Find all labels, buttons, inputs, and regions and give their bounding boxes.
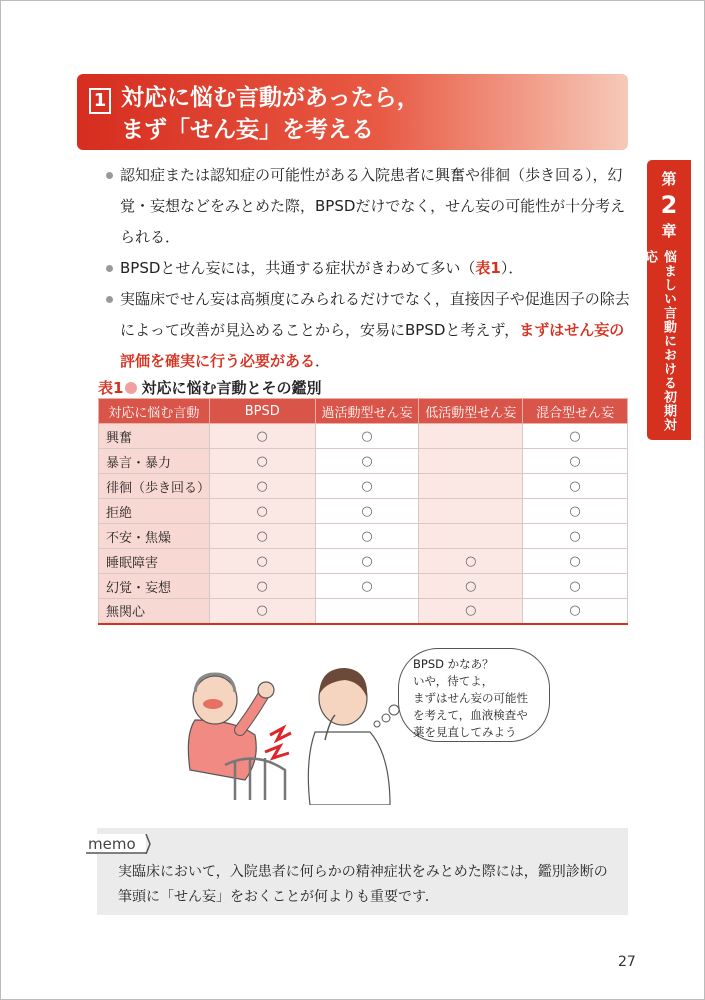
bullet-text: 実臨床でせん妄は高頻度にみられるだけでなく，直接因子や促進因子の除去によって改善が見込めることから，安易にBPSDと考えず， bbox=[120, 290, 630, 339]
table-cell: ○ bbox=[315, 424, 419, 449]
anger-mark-icon-2 bbox=[265, 746, 289, 758]
thought-line: 薬を見直してみよう bbox=[413, 725, 517, 739]
memo-label-edge bbox=[146, 834, 150, 854]
table-row bbox=[99, 449, 628, 474]
bullet-item-1 bbox=[120, 160, 632, 253]
bullet-text-end: ）． bbox=[500, 259, 524, 277]
bullet-item-2 bbox=[120, 253, 632, 284]
chapter-number bbox=[647, 168, 691, 242]
bed-rail bbox=[225, 758, 285, 800]
table-cell: ○ bbox=[315, 549, 419, 574]
table-cell: ○ bbox=[523, 574, 628, 599]
table-cell: ○ bbox=[209, 549, 315, 574]
table-cell: ○ bbox=[523, 549, 628, 574]
row-label: 睡眠障害 bbox=[99, 549, 210, 574]
chapter-tab bbox=[642, 160, 691, 440]
table-header-cell: 対応に悩む言動 bbox=[99, 399, 210, 424]
table-cell bbox=[419, 524, 523, 549]
table-cell: ○ bbox=[315, 499, 419, 524]
bullet-dot-icon bbox=[106, 172, 113, 179]
patient-fist bbox=[258, 682, 274, 698]
table-cell: ○ bbox=[209, 499, 315, 524]
bullet-item-3 bbox=[120, 284, 632, 377]
row-label: 興奮 bbox=[99, 424, 210, 449]
table-header-cell: 混合型せん妄 bbox=[523, 399, 628, 424]
table-row bbox=[99, 524, 628, 549]
thought-dot-icon bbox=[374, 721, 380, 727]
table-cell: ○ bbox=[419, 549, 523, 574]
chapter-number-value: 2 bbox=[660, 191, 678, 219]
table-header-cell: 低活動型せん妄 bbox=[419, 399, 523, 424]
section-title-line2: まず「せん妄」を考える bbox=[121, 117, 374, 143]
memo-text-line2: 筆頭に「せん妄」をおくことが何よりも重要です． bbox=[118, 889, 439, 905]
table-cell: ○ bbox=[315, 474, 419, 499]
table-title: 対応に悩む言動とその鑑別 bbox=[141, 379, 322, 397]
table-cell: ○ bbox=[209, 524, 315, 549]
memo-text-line1: 実臨床において，入院患者に何らかの精神症状をみとめた際には，鑑別診断の bbox=[118, 864, 608, 880]
table-cell: ○ bbox=[523, 474, 628, 499]
row-label: 拒絶 bbox=[99, 499, 210, 524]
table-row bbox=[99, 499, 628, 524]
section-title bbox=[121, 82, 621, 146]
doctor-coat bbox=[308, 732, 390, 805]
table-row bbox=[99, 599, 628, 624]
table-cell: ○ bbox=[523, 449, 628, 474]
table-row bbox=[99, 549, 628, 574]
table-cell: ○ bbox=[523, 499, 628, 524]
thought-bubble bbox=[398, 648, 550, 742]
table-cell bbox=[419, 499, 523, 524]
section-number: 1 bbox=[89, 88, 111, 114]
table-row bbox=[99, 474, 628, 499]
table-cell: ○ bbox=[209, 449, 315, 474]
bullet-list bbox=[120, 160, 632, 377]
table-caption bbox=[98, 377, 321, 398]
table-cell: ○ bbox=[315, 574, 419, 599]
bullet-text-end: ． bbox=[315, 352, 331, 370]
table-header-cell: 過活動型せん妄 bbox=[315, 399, 419, 424]
table-cell: ○ bbox=[419, 599, 523, 624]
anger-mark-icon bbox=[270, 728, 291, 740]
row-label: 暴言・暴力 bbox=[99, 449, 210, 474]
row-label: 徘徊（歩き回る） bbox=[99, 474, 210, 499]
bullet-text: BPSDとせん妄には，共通する症状がきわめて多い（ bbox=[120, 259, 476, 277]
patient-angry-face bbox=[203, 699, 223, 709]
table-cell: ○ bbox=[419, 574, 523, 599]
table-cell bbox=[419, 474, 523, 499]
emphasis-text: まずはせん妄の評価を確実に行う必要がある bbox=[120, 321, 625, 370]
memo-label-text: memo bbox=[88, 835, 136, 853]
table-cell: ○ bbox=[209, 424, 315, 449]
table-row bbox=[99, 574, 628, 599]
table-label: 表1 bbox=[98, 379, 124, 397]
table-cell: ○ bbox=[209, 474, 315, 499]
page-number: 27 bbox=[618, 954, 636, 970]
thought-line: いや，待てよ， bbox=[413, 674, 494, 688]
row-label: 不安・焦燥 bbox=[99, 524, 210, 549]
bullet-text: 認知症または認知症の可能性がある入院患者に興奮や徘徊（歩き回る），幻覚・妄想などをみとめた際，BPSDだけでなく，せん妄の可能性が十分考えられる． bbox=[120, 166, 626, 246]
table-row bbox=[99, 424, 628, 449]
differential-table bbox=[98, 398, 628, 625]
table-cell: ○ bbox=[209, 574, 315, 599]
patient-arm-fill bbox=[240, 692, 265, 730]
thought-line: を考えて，血液検査や bbox=[413, 708, 528, 722]
thought-line: BPSD かなあ？ bbox=[413, 657, 494, 671]
table-cell bbox=[419, 449, 523, 474]
memo-label bbox=[84, 834, 156, 854]
thought-line: まずはせん妄の可能性 bbox=[413, 691, 528, 705]
table-cell: ○ bbox=[315, 449, 419, 474]
circle-icon bbox=[125, 382, 137, 394]
thought-dot-icon bbox=[382, 714, 390, 722]
section-title-line1: 対応に悩む言動があったら， bbox=[121, 85, 420, 111]
row-label: 無関心 bbox=[99, 599, 210, 624]
table-header-row bbox=[99, 399, 628, 424]
section-header bbox=[77, 74, 628, 150]
row-label: 幻覚・妄想 bbox=[99, 574, 210, 599]
bullet-dot-icon bbox=[106, 265, 113, 272]
table-header-cell: BPSD bbox=[209, 399, 315, 424]
table-cell bbox=[315, 599, 419, 624]
chapter-suffix: 章 bbox=[661, 222, 677, 240]
table-cell: ○ bbox=[209, 599, 315, 624]
chapter-subtitle: 悩ましい言動における初期対応 bbox=[642, 250, 676, 432]
table-cell: ○ bbox=[523, 599, 628, 624]
table-cell bbox=[419, 424, 523, 449]
table-cell: ○ bbox=[315, 524, 419, 549]
table-cell: ○ bbox=[523, 524, 628, 549]
chapter-prefix: 第 bbox=[661, 170, 677, 188]
table-reference: 表1 bbox=[475, 259, 501, 277]
bullet-dot-icon bbox=[106, 296, 113, 303]
table-cell: ○ bbox=[523, 424, 628, 449]
memo-text bbox=[118, 860, 618, 910]
